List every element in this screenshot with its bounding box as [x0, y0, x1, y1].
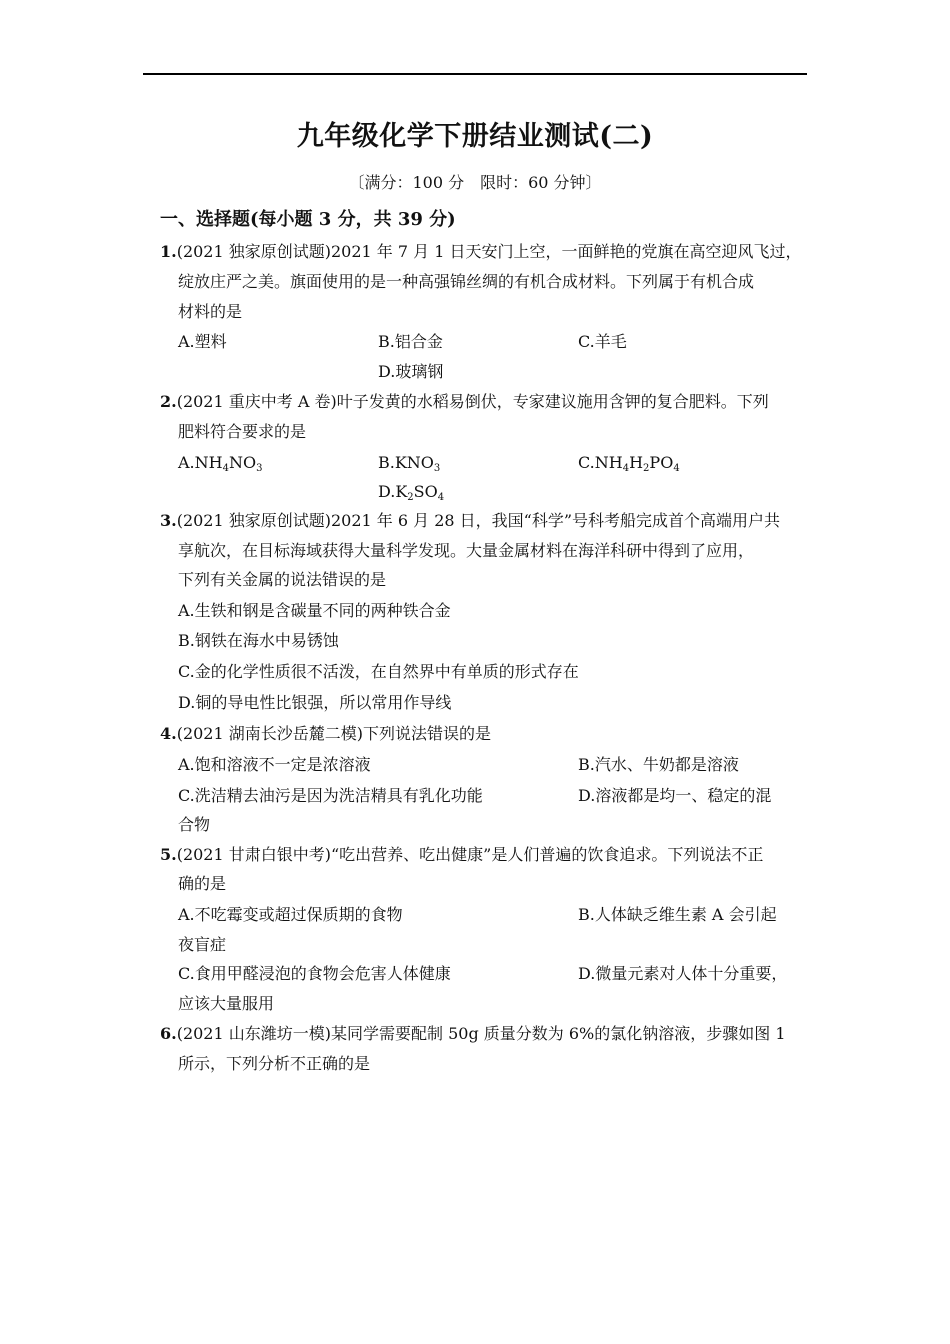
question-6-line-2: 所示，下列分析不正确的是 [178, 1054, 371, 1073]
option-1b: B.铝合金 [378, 332, 443, 351]
question-6-line-1: 6.(2021 山东潍坊一模)某同学需要配制 50g 质量分数为 6%的氯化钠溶液，步骤如图 1 [160, 1024, 786, 1043]
option-5b: B.人体缺乏维生素 A 会引起 [578, 905, 777, 924]
option-5a: A.不吃霉变或超过保质期的食物 [178, 905, 403, 924]
option-4a: A.饱和溶液不一定是浓溶液 [178, 755, 371, 774]
option-3a: A.生铁和钢是含碳量不同的两种铁合金 [178, 601, 451, 620]
option-5d: D.微量元素对人体十分重要， [578, 964, 788, 983]
question-4-line-1: 4.(2021 湖南长沙岳麓二模)下列说法错误的是 [160, 724, 491, 743]
option-1c: C.羊毛 [578, 332, 627, 351]
score-time-info: 〔满分：100 分 限时：60 分钟〕 [348, 173, 602, 192]
question-5-line-1: 5.(2021 甘肃白银中考)“吃出营养、吃出健康”是人们普遍的饮食追求。下列说法不正 [160, 845, 764, 864]
option-2a: $A.NH_4NO_3$ [178, 453, 263, 474]
question-number: 1. [160, 242, 177, 261]
question-number: 6. [160, 1024, 177, 1043]
question-3-line-1: 3.(2021 独家原创试题)2021 年 6 月 28 日，我国“科学”号科考船完成首个高端用户共 [160, 511, 781, 530]
question-number: 5. [160, 845, 177, 864]
question-number: 2. [160, 392, 177, 411]
option-5b-continued: 夜盲症 [178, 935, 227, 954]
question-1-line-2: 绽放庄严之美。旗面使用的是一种高强锦丝绸的有机合成材料。下列属于有机合成 [178, 272, 755, 291]
question-number: 3. [160, 511, 177, 530]
option-3d: D.铜的导电性比银强，所以常用作导线 [178, 693, 452, 712]
option-1a: A.塑料 [178, 332, 227, 351]
question-5-line-2: 确的是 [178, 874, 227, 893]
option-1d: D.玻璃钢 [378, 362, 444, 381]
option-3c: C.金的化学性质很不活泼，在自然界中有单质的形式存在 [178, 662, 579, 681]
section-heading: 一、选择题(每小题 3 分，共 39 分) [160, 209, 456, 230]
option-5c: C.食用甲醛浸泡的食物会危害人体健康 [178, 964, 451, 983]
question-number: 4. [160, 724, 177, 743]
question-2-line-2: 肥料符合要求的是 [178, 422, 307, 441]
option-2c: $C.NH_4H_2PO_4$ [578, 453, 680, 474]
question-3-line-2: 享航次，在目标海域获得大量科学发现。大量金属材料在海洋科研中得到了应用， [178, 541, 755, 560]
question-3-line-3: 下列有关金属的说法错误的是 [178, 570, 387, 589]
question-2-line-1: 2.(2021 重庆中考 A 卷)叶子发黄的水稻易倒伏，专家建议施用含钾的复合肥料。下列 [160, 392, 769, 411]
option-3b: B.钢铁在海水中易锈蚀 [178, 631, 339, 650]
option-4b: B.汽水、牛奶都是溶液 [578, 755, 739, 774]
top-rule [143, 73, 807, 75]
page-title: 九年级化学下册结业测试(二) [296, 121, 654, 152]
option-4d-continued: 合物 [178, 815, 211, 834]
option-5d-continued: 应该大量服用 [178, 994, 275, 1013]
question-1-line-3: 材料的是 [178, 302, 243, 321]
option-4d: D.溶液都是均一、稳定的混 [578, 786, 772, 805]
option-2d: $D.K_2SO_4$ [378, 482, 445, 503]
option-4c: C.洗洁精去油污是因为洗洁精具有乳化功能 [178, 786, 483, 805]
option-2b: $B.KNO_3$ [378, 453, 441, 474]
question-1-line-1: 1.(2021 独家原创试题)2021 年 7 月 1 日天安门上空，一面鲜艳的党旗在高空迎风飞过， [160, 242, 802, 261]
